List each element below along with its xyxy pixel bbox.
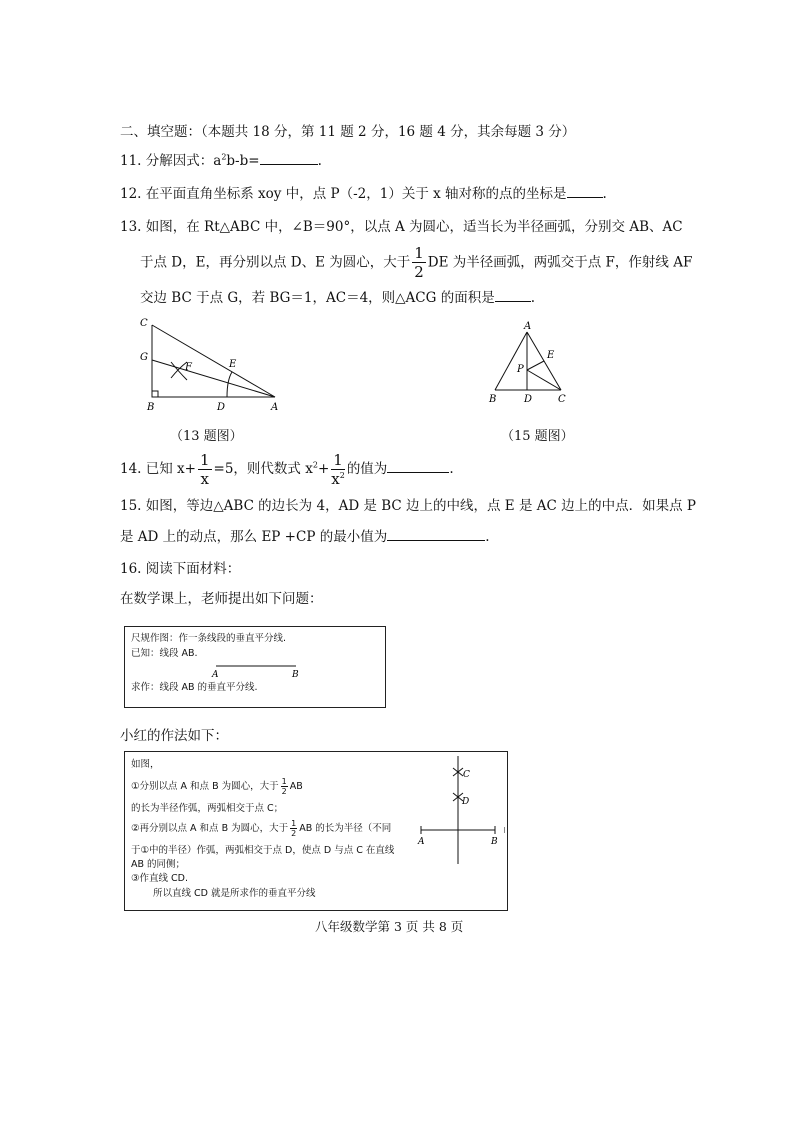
q13-line3: 交边 BC 于点 G，若 BG＝1，AC＝4，则△ACG 的面积是 (140, 290, 495, 306)
question-14 (120, 451, 454, 487)
figure-13 (135, 312, 295, 417)
fig15-segment-pc (527, 370, 561, 390)
fig13-label-f: F (185, 362, 192, 373)
q11-suffix: b-b= (226, 153, 260, 169)
question-13-line-2 (140, 244, 693, 281)
box2-construction-figure (415, 754, 505, 864)
fig15-label-d: D (524, 394, 533, 405)
q11-exponent: 2 (221, 152, 227, 162)
q14-f2-num: 1 (331, 453, 345, 470)
q11-prefix: 11. 分解因式：a (120, 153, 222, 169)
q15-line2: 是 AD 上的动点，那么 EP +CP 的最小值为 (120, 529, 388, 545)
question-11 (120, 152, 322, 170)
box2-half2-den: 2 (291, 828, 297, 838)
q15-answer-blank[interactable] (387, 528, 485, 541)
question-12 (120, 185, 607, 203)
q14-c: + (317, 461, 330, 477)
q14-f2-den: x (331, 469, 340, 488)
box2-line-7: ③作直线 CD. (131, 873, 189, 884)
fig15-segment-ep (527, 361, 544, 370)
q12-end: . (602, 186, 607, 202)
box2-label-c: C (463, 770, 470, 780)
box2-half2-num: 1 (291, 818, 297, 828)
box2-line-1: 如图， (131, 759, 160, 770)
fig13-label-c: C (140, 318, 148, 329)
q14-exponent: 2 (312, 460, 318, 470)
q12-text: 12. 在平面直角坐标系 xoy 中，点 P（-2，1）关于 x 轴对称的点的坐标是 (120, 186, 567, 202)
box2-line-8: 所以直线 CD 就是所求作的垂直平分线 (153, 888, 316, 899)
xiaohong-method-box (124, 751, 508, 911)
q13-answer-blank[interactable] (495, 289, 531, 302)
box1-line-2: 已知：线段 AB. (131, 648, 198, 659)
page-footer: 八年级数学第 3 页 共 8 页 (315, 919, 464, 934)
q13-frac-num: 1 (414, 244, 424, 262)
q14-fraction-1 (198, 450, 212, 488)
section-heading: 二、填空题：（本题共 18 分，第 11 题 2 分，16 题 4 分，其余每题 3 分） (120, 124, 576, 140)
box1-label-b: B (292, 670, 299, 680)
q13-line2-a: 于点 D，E，再分别以点 D、E 为圆心，大于 (140, 254, 411, 271)
fig13-label-a: A (271, 402, 279, 413)
box2-line-6: AB 的同侧； (131, 859, 186, 870)
fig13-label-g: G (140, 352, 148, 363)
q14-a: 14. 已知 x+ (120, 461, 196, 477)
fig15-label-b: B (489, 394, 497, 405)
box1-segment-ab (211, 661, 301, 681)
question-13-line-1: 13. 如图，在 Rt△ABC 中，∠B＝90°，以点 A 为圆心，适当长为半径画弧，分别交 AB、AC (120, 219, 683, 235)
box2-label-b: B (491, 837, 498, 847)
q13-frac-den: 2 (414, 263, 424, 281)
box2-label-a: A (418, 837, 425, 847)
box1-line-3: 求作：线段 AB 的垂直平分线. (131, 682, 258, 693)
fig13-caption: （13 题图） (170, 429, 243, 444)
q14-end: . (449, 461, 454, 477)
question-15-line-2 (120, 528, 490, 546)
fig13-label-b: B (147, 402, 155, 413)
question-13-line-3 (140, 289, 535, 307)
teacher-problem-box (124, 626, 386, 708)
q14-answer-blank[interactable] (387, 460, 449, 473)
box2-label-d: D (462, 797, 470, 807)
box2-line-4b: AB 的长为半径（不同 (299, 823, 392, 834)
fig13-side-ca (152, 325, 275, 397)
fig13-label-d: D (217, 402, 226, 413)
q11-end: . (317, 153, 322, 169)
fig15-label-p: P (517, 364, 524, 375)
fig15-side-ab (495, 332, 527, 390)
q14-b: =5，则代数式 x (213, 461, 313, 477)
q13-line2-b: DE 为半径画弧，两弧交于点 F，作射线 AF (427, 254, 693, 271)
figure-15 (483, 318, 573, 408)
box2-half-fraction-1 (281, 778, 288, 796)
fig13-right-angle-mark (152, 391, 158, 397)
box2-line-2 (131, 776, 303, 798)
question-16-title: 16. 阅读下面材料： (120, 561, 241, 577)
question-15-line-1: 15. 如图，等边△ABC 的边长为 4，AD 是 BC 边上的中线，点 E 是 AC 边上的中点．如果点 P (120, 498, 696, 514)
box1-line-1: 尺规作图：作一条线段的垂直平分线. (131, 633, 287, 644)
q11-answer-blank[interactable] (260, 152, 318, 165)
q14-f1-den: x (200, 469, 209, 488)
q14-f2-exponent: 2 (339, 470, 345, 480)
box1-label-a: A (212, 670, 219, 680)
q15-end: . (485, 529, 490, 545)
fig15-label-c: C (558, 394, 566, 405)
q14-fraction-2 (331, 450, 345, 488)
fig15-label-e: E (547, 350, 555, 361)
fig13-ray-ag (152, 360, 275, 397)
q13-end: . (530, 290, 535, 306)
box2-line-2b: AB (289, 781, 303, 792)
box2-line-3: 的长为半径作弧，两弧相交于点 C； (131, 803, 284, 814)
fig13-label-e: E (229, 359, 237, 370)
question-16-intro: 在数学课上，老师提出如下问题： (120, 591, 323, 607)
q14-f2-den-wrap (331, 470, 345, 487)
fig13-arc-de (227, 372, 232, 397)
q13-fraction (412, 246, 426, 280)
box2-half1-num: 1 (281, 776, 287, 786)
box2-line-2a: ①分别以点 A 和点 B 为圆心，大于 (131, 781, 279, 792)
xiaohong-intro: 小红的作法如下： (120, 728, 228, 744)
q14-f1-num: 1 (199, 450, 210, 469)
q14-d: 的值为 (346, 461, 388, 477)
box2-half-fraction-2 (290, 820, 297, 838)
box2-line-4 (131, 818, 391, 840)
q12-answer-blank[interactable] (567, 185, 603, 198)
fig15-label-a: A (524, 321, 532, 332)
box2-line-4a: ②再分别以点 A 和点 B 为圆心，大于 (131, 823, 289, 834)
fig15-caption: （15 题图） (501, 429, 574, 444)
box2-line-5: 于①中的半径）作弧，两弧相交于点 D，使点 D 与点 C 在直线 (131, 845, 395, 856)
box2-half1-den: 2 (281, 786, 287, 796)
